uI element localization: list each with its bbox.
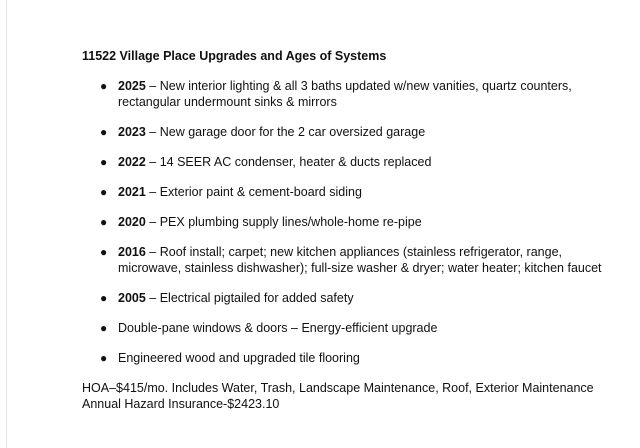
list-item <box>82 320 622 336</box>
list-item <box>82 154 622 170</box>
item-year: 2021 <box>118 185 146 199</box>
hoa-line: HOA–$415/mo. Includes Water, Trash, Landscape Maintenance, Roof, Exterior Maintenance <box>82 381 594 395</box>
document-title: 11522 Village Place Upgrades and Ages of Systems <box>82 49 387 63</box>
upgrades-list <box>82 78 622 366</box>
bullet-icon: ● <box>100 155 108 169</box>
bullet-icon: ● <box>100 351 108 365</box>
item-year: 2020 <box>118 215 146 229</box>
item-text: – PEX plumbing supply lines/whole-home re-pipe <box>145 215 422 229</box>
bullet-icon: ● <box>100 245 108 259</box>
item-text: – Electrical pigtailed for added safety <box>145 291 354 305</box>
bullet-icon: ● <box>100 291 108 305</box>
bullet-icon: ● <box>100 79 108 93</box>
item-year: 2022 <box>118 155 146 169</box>
list-item <box>82 244 622 276</box>
item-text: Engineered wood and upgraded tile flooring <box>118 351 360 365</box>
insurance-line: Annual Hazard Insurance-$2423.10 <box>82 397 280 411</box>
list-item <box>82 124 622 140</box>
item-text: – 14 SEER AC condenser, heater & ducts replaced <box>145 155 432 169</box>
item-year: 2016 <box>118 245 146 259</box>
item-year: 2023 <box>118 125 146 139</box>
item-text: – New interior lighting & all 3 baths updated w/new vanities, quartz counters, rectangular undermount sinks & mirrors <box>118 79 572 109</box>
item-year: 2025 <box>118 79 146 93</box>
bullet-icon: ● <box>100 215 108 229</box>
list-item <box>82 214 622 230</box>
item-text: – Exterior paint & cement-board siding <box>145 185 362 199</box>
item-year: 2005 <box>118 291 146 305</box>
item-text: – Roof install; carpet; new kitchen appliances (stainless refrigerator, range, microwave, stainless dishwasher); full-size washer & dryer; water heater; kitchen faucet <box>118 245 602 275</box>
footer-notes <box>82 380 622 412</box>
bullet-icon: ● <box>100 321 108 335</box>
item-text: Double-pane windows & doors – Energy-efficient upgrade <box>118 321 438 335</box>
page-edge <box>6 0 7 448</box>
list-item <box>82 78 622 110</box>
item-text: – New garage door for the 2 car oversized garage <box>145 125 426 139</box>
list-item <box>82 290 622 306</box>
list-item <box>82 350 622 366</box>
list-item <box>82 184 622 200</box>
document-body <box>82 48 622 412</box>
bullet-icon: ● <box>100 185 108 199</box>
bullet-icon: ● <box>100 125 108 139</box>
